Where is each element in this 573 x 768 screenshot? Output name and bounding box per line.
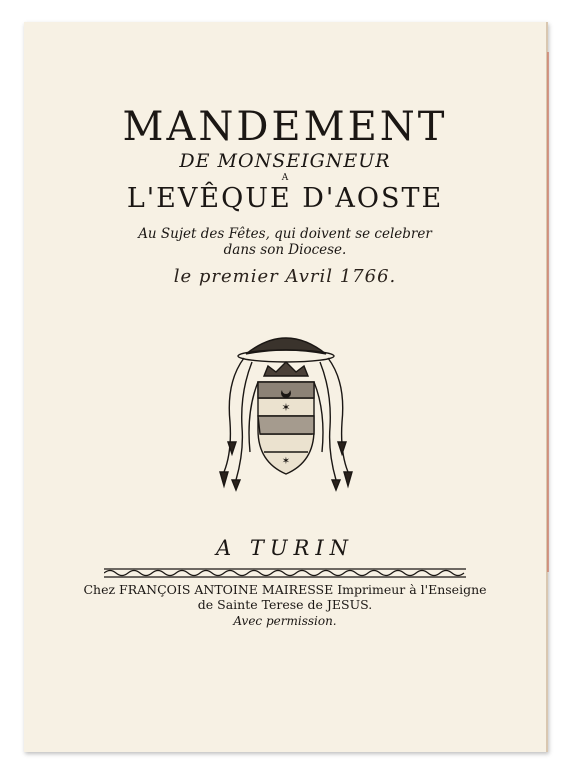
imprint-place: A TURIN (215, 536, 355, 560)
subject-text (24, 226, 546, 258)
permission-text: Avec permission. (233, 614, 337, 628)
document-title: MANDEMENT (122, 104, 448, 150)
printer-text (24, 582, 546, 612)
small-a: A (281, 173, 289, 183)
page-edge (547, 52, 549, 572)
svg-text:✶: ✶ (281, 456, 291, 467)
printer-line-2: de Sainte Terese de JESUS. (197, 597, 373, 612)
document-title-bishop: L'EVÊQUE D'AOSTE (126, 183, 444, 214)
bishop-coat-of-arms-icon (206, 312, 366, 492)
handwritten-date: le premier Avril 1766. (173, 266, 397, 287)
svg-text:✶: ✶ (281, 401, 291, 414)
document-page (24, 22, 548, 752)
subject-line-2: dans son Diocese. (223, 242, 347, 258)
printer-line-1: Chez FRANÇOIS ANTOINE MAIRESSE Imprimeur à l'Enseigne (83, 582, 487, 597)
ornamental-rule-icon (104, 566, 466, 580)
document-title-sub: DE MONSEIGNEUR (179, 150, 391, 172)
subject-line-1: Au Sujet des Fêtes, qui doivent se celebrer (138, 226, 432, 242)
